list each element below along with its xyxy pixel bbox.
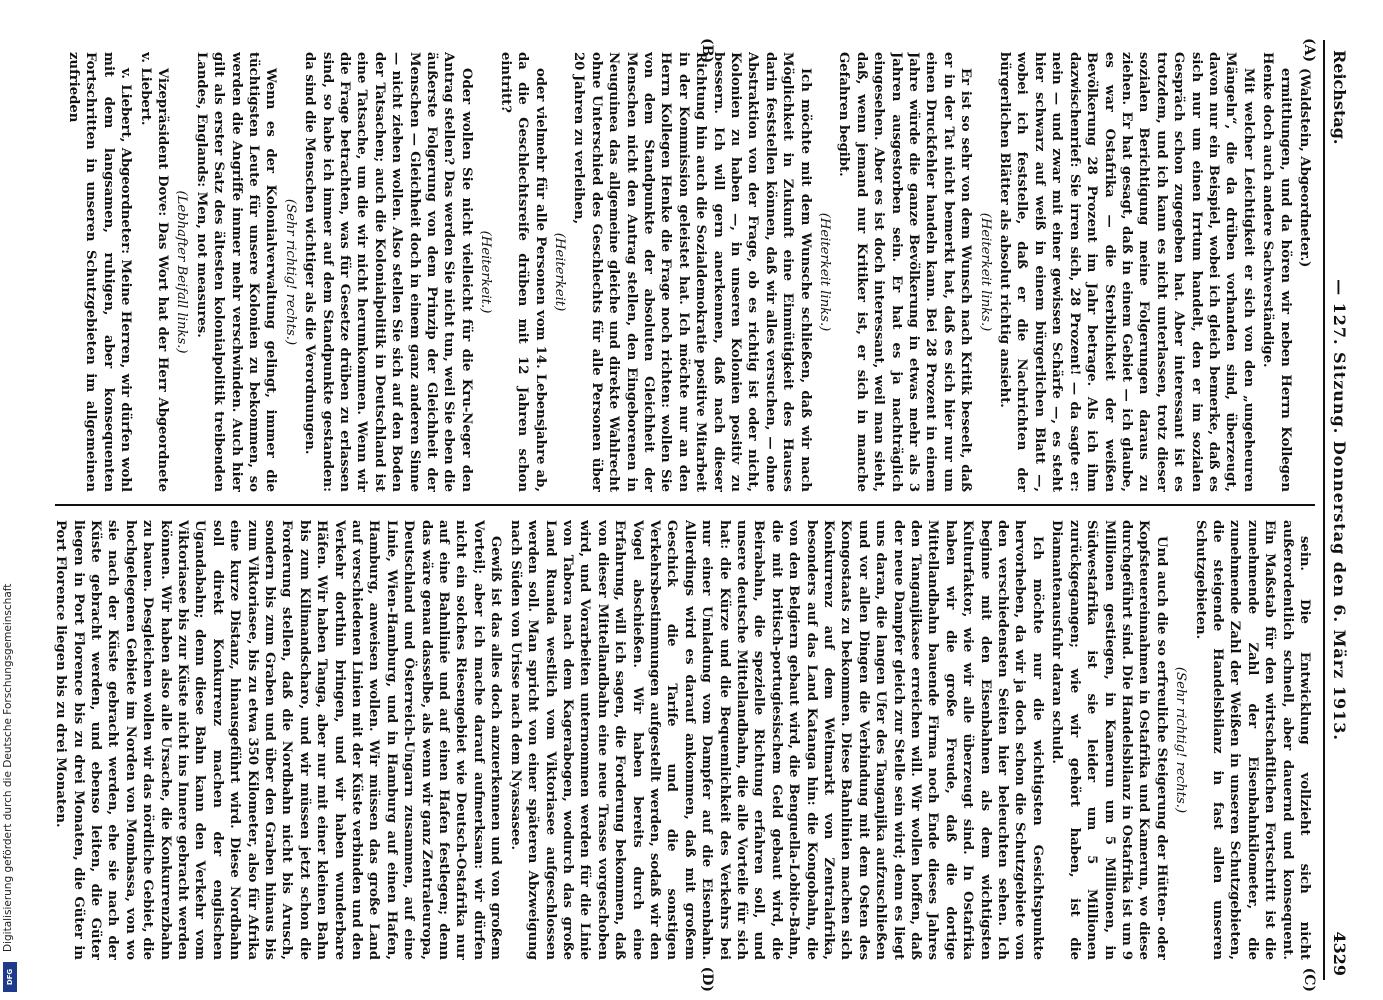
margin-mark-d: (D): [699, 966, 715, 992]
digitization-note: [2, 0, 20, 1000]
paragraph: Ich möchte nur die wichtigsten Gesichtspunkte hervorheben, da wir ja doch schon die Schutzgebiete von den verschiedensten Seiten hier beleuchten sehen. Ich beginne mit den Eisenbahnen als dem wichtigsten Kulturfaktor, wie wir alle überzeugt sind. In Ostafrika haben wir die große Freude, daß die dortige Mittellandbahn bauende Firma noch Ende dieses Jahres den Tanganjikasee erreichen will. Wir wollen hoffen, daß der neue Dampfer gleich zur Stelle sein wird; denn es liegt uns daran, die langen Ufer des Tanganjika aufzuschließen und vor allen Dingen die Verbindung mit dem Osten des Kongostaats zu bekommen. Diese Bahnlinien machen sich Konkurrenz auf dem Weltmarkt von Zentralafrika, besonders auf das Land Katanga hin: die Kongobahn, die von den Belgiern gebaut wird, die Benguella-Lobito-Bahn, die mit britisch-portugiesischem Geld gebaut wird, die Beirabahn, die spezielle Richtung erfahren soll, und unsere deutsche Mittellandbahn, die alle Vorteile für sich hat: die Kürze und die Bequemlichkeit des Verkehrs bei nur einer Umladung vom Dampfer auf die Eisenbahn. Allerdings wird es darauf ankommen, daß mit großem Geschick die Tarife und die sonstigen Verkehrsbestimmungen aufgestellt werden, sodaß wir den Vogel abschießen. Wir haben bereits durch eine Erfahrung, will ich sagen, die Forderung bekommen, daß von dieser Mittellandbahn eine neue Trasse vorgeschoben wird, und Vorarbeiten unternommen werden für die Linie von Tabora nach dem Kagerabogen, wodurch das große Land Ruanda westlich vom Viktoriasee aufgeschlossen werden soll. Man spricht von einer späteren Abzweigung nach Süden von Urisse nach dem Nyassasee.: [507, 520, 1045, 960]
page-number: 4329: [1330, 931, 1349, 976]
interjection: (Heiterkeit links.): [977, 212, 993, 332]
interjection: (Sehr richtig! rechts.): [1173, 666, 1189, 814]
rotated-newspaper-page: [35, 38, 1355, 992]
header-left: Reichstag.: [1330, 50, 1349, 145]
interjection: (Heiterkeit): [551, 232, 567, 312]
margin-mark-c: (C): [1301, 967, 1317, 992]
column-divider: [55, 504, 1315, 506]
interjection: (Heiterkeit links.): [817, 212, 833, 332]
header-center: — 127. Sitzung. Donnerstag den 6. März 1913.: [1330, 279, 1349, 741]
margin-mark-a: (A): [1301, 38, 1317, 63]
interjection: (Heiterkeit.): [478, 230, 494, 314]
dfg-logo-text: DFG: [6, 968, 14, 986]
page-header: [1323, 40, 1355, 980]
paragraph: Vizepräsident Dove: Das Wort hat der Herr Abgeordnete v. Liebert.: [137, 52, 170, 492]
paragraph: Gewiß ist das alles doch anzuerkennen und von großem Vorteil; aber ich mache darauf aufmerksam: wir dürfen nicht ein solches Riesengebiet wie Deutsch-Ostafrika nur auf eine Bahnlinie und auf einen Hafen festlegen; denn das wäre genau dasselbe, als wenn wir ganz Zentraleuropa, Deutschland und Österreich-Ungarn zusammen, auf eine Linie, Wien-Hamburg, und in Hamburg auf einen Hafen, Hamburg, anweisen wollen. Wir müssen das große Land auf verschiedenen Linien mit der Küste verbinden und den Verkehr dorthin bringen, und wir haben wunderbare Häfen. Wir haben Tanga, aber nur mit einer kleinen Bahn bis zum Kilimandscharo, und wir müssen jetzt schon die Forderung stellen, daß die Nordbahn nicht bis Arusch, sondern bis zum Graben und über den Graben hinaus bis zum Viktoriasee, bis zu etwa 350 Kilometer, also für Afrika eine kurze Distanz, hinausgeführt wird. Diese Nordbahn soll direkt Konkurrenz machen der englischen Ugandabahn; denn diese Bahn kann den Verkehr vom Viktoriasee bis zur Küste nicht ins Innere gebracht werden können. Wir haben also alle Ursache, die Konkurrenzbahn zu bauen. Desgleichen wollen wir das nördliche Gebiet, die hochgelegenen Gebiete im Norden von Mombassa, von wo sie nach der Küste gebracht werden, ehe sie nach der Küste gebracht werden, und ebenso leiten, die Güter liegen in Port Florence bis zu drei Monaten, die Güter in Port Florence liegen bis zu drei Monaten.: [53, 520, 504, 960]
paragraph: ermittlungen, und da hören wir neben Herrn Kollegen Henke doch auch andere Sachverständige.: [1260, 52, 1293, 492]
paragraph: Und auch die so erfreuliche Steigerung der Hütten- oder Kopfsteuereinnahmen in Ostafrika und Kamerun, wo diese durchgeführt sind. Die Handelsbilanz in Ostafrika ist um 9 Millionen gestiegen, in Kamerun um 5 Millionen, in Südwestafrika ist sie leider um 5 Millionen zurückgegangen; wie wir gehört haben, ist die Diamantenausfuhr daran schuld.: [1049, 520, 1169, 960]
paragraph: Ich möchte mit dem Wunsche schließen, daß wir nach Möglichkeit in Zukunft eine Einmütigkeit des Hauses darin feststellen können, daß wir alles versuchen, — ohne Abstraktion von der Frage, ob es richtig ist oder nicht, Kolonien zu haben —, in unseren Kolonien positiv zu bessern. Ich will gern anerkennen, daß nach dieser Richtung hin auch die Sozialdemokratie positive Mitarbeit in der Kommission geleistet hat. Ich möchte nur an den Herrn Kollegen Henke die Frage noch richten: wollen Sie von dem Standpunkte der absoluten Gleichheit der Menschen nicht den Antrag stellen, den Eingeborenen in Neuguinea das allgemeine gleiche und direkte Wahlrecht ohne Unterschied des Geschlechts für alle Personen über 20 Jahren zu verleihen,: [571, 52, 813, 492]
paragraph: v. Liebert, Abgeordneter: Meine Herren, wir dürfen wohl mit dem langsamen, ruhigen, aber konsequenten Fortschritten in unseren Schutzgebieten im allgemeinen zufrieden: [65, 52, 134, 492]
paragraph: (Waldstein, Abgeordneter.): [1297, 68, 1312, 268]
paragraph: Mit welcher Leichtigkeit er sich von den „ungeheuren Mängeln“, die da drüben vorhanden sind, überzeugt, davon nur ein Beispiel, wobei ich gleich bemerke, daß es sich nur um einen Irrtum handelt, den er im sozialen Gespräch schon zugegeben hat. Aber interessant ist es trotzdem, und ich kann es nicht unterlassen, trotz dieser sozialen Berichtigung meine Folgerungen daraus zu ziehen. Er hat gesagt, daß in einem Gebiet — ich glaube, es war Ostafrika — die Sterblichkeit der weißen Bevölkerung 28 Prozent im Jahr betrage. Als ich ihm dazwischenrief: Sie irren sich, 28 Prozent! — da sagte er: nein — und zwar mit einer gewissen Schärfe —, es steht hier schwarz auf weiß in einem bürgerlichen Blatt —, wobei ich feststelle, daß er die Nachrichten der bürgerlichen Blätter als absolut richtig ansieht.: [997, 52, 1256, 492]
paragraph: Er ist so sehr von dem Wunsch nach Kritik beseelt, daß er in der Tat nicht bemerkt hat, daß es sich hier nur um einen Druckfehler handeln kann. Bei 28 Prozent in einem Jahre würde die ganze Bevölkerung in etwas mehr als 3 Jahren ausgestorben sein. Er hat es ja nachträglich eingesehen. Aber es ist doch interessant, weil man sieht, daß, wenn jemand nur Kritiker ist, er sich in manche Gefahren begibt.: [836, 52, 974, 492]
paragraph: Wenn es der Kolonialverwaltung gelingt, immer die tüchtigsten Leute für unsere Kolonien zu bekommen, so werden die Angriffe immer mehr verschwinden. Auch hier gilt als erster Satz des ältesten kolonialpolitik treibenden Landes, Englands: Men, not measures.: [193, 52, 279, 492]
right-column: [53, 520, 1313, 960]
margin-mark-b: (B): [699, 38, 715, 64]
interjection: (Lebhafter Beifall links.): [174, 190, 190, 354]
left-column: [53, 52, 1313, 492]
paragraph: Oder wollen Sie nicht vielleicht für die Kru-Neger den Antrag stellen? Das werden Sie nicht tun, weil Sie eben die äußerste Folgerung von dem Prinzip der Gleichheit der Menschen — Gleichheit doch in einem ganz anderen Sinne — nicht ziehen wollen. Also stellen Sie sich auf den Boden der Tatsachen; auch die Kolonialpolitik in Deutschland ist eine Tatsache, um die wir nicht herumkommen. Wenn wir die Frage betrachten, was für Gesetze drüben zu erlassen sind, so habe ich immer auf dem Standpunkte gestanden: da sind die Menschen wichtiger als die Verordnungen.: [302, 52, 474, 492]
dfg-logo: [3, 962, 17, 992]
paragraph: oder vielmehr für alle Personen vom 14. Lebensjahre ab, da die Geschlechtsreife drüben mit 12 Jahren schon eintritt?: [497, 52, 548, 492]
interjection: (Sehr richtig! rechts.): [282, 198, 298, 346]
digitization-note-text: Digitalisierung gefördert durch die Deutsche Forschungsgemeinschaft: [2, 583, 14, 952]
paragraph: sein. Die Entwicklung vollzieht sich nicht außerordentlich schnell, aber dauernd und konsequent. Ein Maßstab für den wirtschaftlichen Fortschritt ist die zunehmende Zahl der Eisenbahnkilometer, die zunehmende Zahl der Weißen in unseren Schutzgebieten, die steigende Handelsbilanz in fast allen unseren Schutzgebieten.: [1192, 520, 1312, 960]
